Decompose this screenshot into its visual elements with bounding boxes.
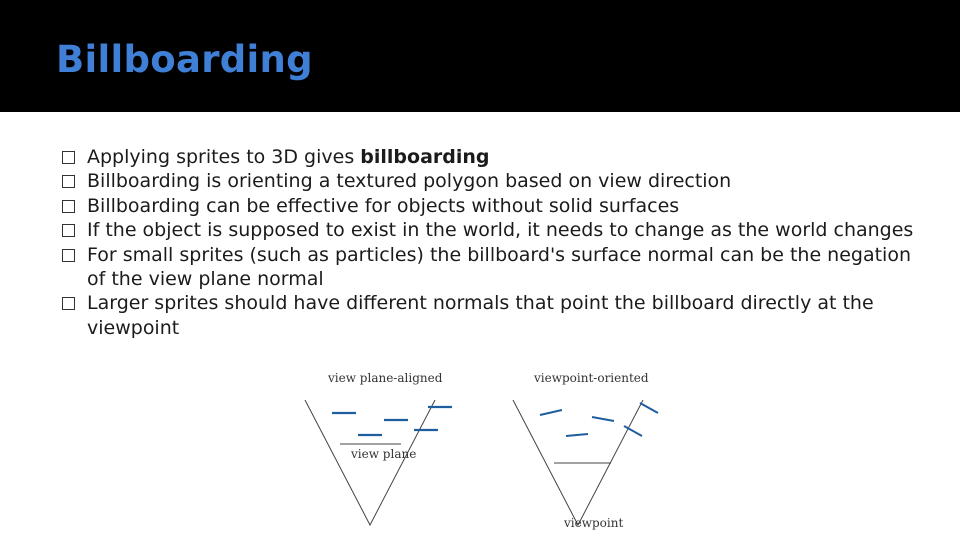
bullet-text: Billboarding can be effective for objects without solid surfaces: [87, 194, 680, 217]
sprite: [566, 434, 588, 436]
bullet-item: [62, 243, 932, 292]
sprite: [540, 410, 562, 415]
bullet-text: Larger sprites should have different normals that point the billboard directly at the viewpoint: [87, 292, 874, 339]
sprite: [640, 403, 658, 413]
slide-title: Billboarding: [56, 38, 313, 81]
checkbox-bullet-icon: [62, 200, 75, 213]
bullet-list: [62, 145, 932, 340]
left-view-frustum: [305, 400, 435, 525]
right-caption: viewpoint-oriented: [534, 371, 649, 385]
view-plane-label: view plane: [351, 447, 417, 461]
bullet-item: [62, 145, 932, 169]
checkbox-bullet-icon: [62, 297, 75, 310]
checkbox-bullet-icon: [62, 175, 75, 188]
bullet-item: [62, 169, 932, 193]
billboarding-diagram: [300, 365, 680, 535]
left-caption: view plane-aligned: [328, 371, 443, 385]
bullet-text: For small sprites (such as particles) the billboard's surface normal can be the negation of the view plane normal: [87, 243, 912, 291]
checkbox-bullet-icon: [62, 249, 75, 262]
viewpoint-label: viewpoint: [564, 516, 624, 530]
sprite: [592, 417, 614, 421]
bullet-text: Billboarding is orienting a textured polygon based on view direction: [87, 170, 732, 193]
bullet-item: [62, 291, 932, 340]
bullet-text: If the object is supposed to exist in the world, it needs to change as the world changes: [87, 219, 914, 242]
oriented-sprites: [540, 403, 658, 436]
checkbox-bullet-icon: [62, 151, 75, 164]
bullet-item: [62, 218, 932, 242]
bullet-bold-term: billboarding: [360, 146, 490, 168]
title-bar: [0, 0, 960, 112]
checkbox-bullet-icon: [62, 224, 75, 237]
bullet-text: Applying sprites to 3D gives: [87, 146, 361, 168]
bullet-item: [62, 194, 932, 218]
aligned-sprites: [332, 407, 452, 435]
